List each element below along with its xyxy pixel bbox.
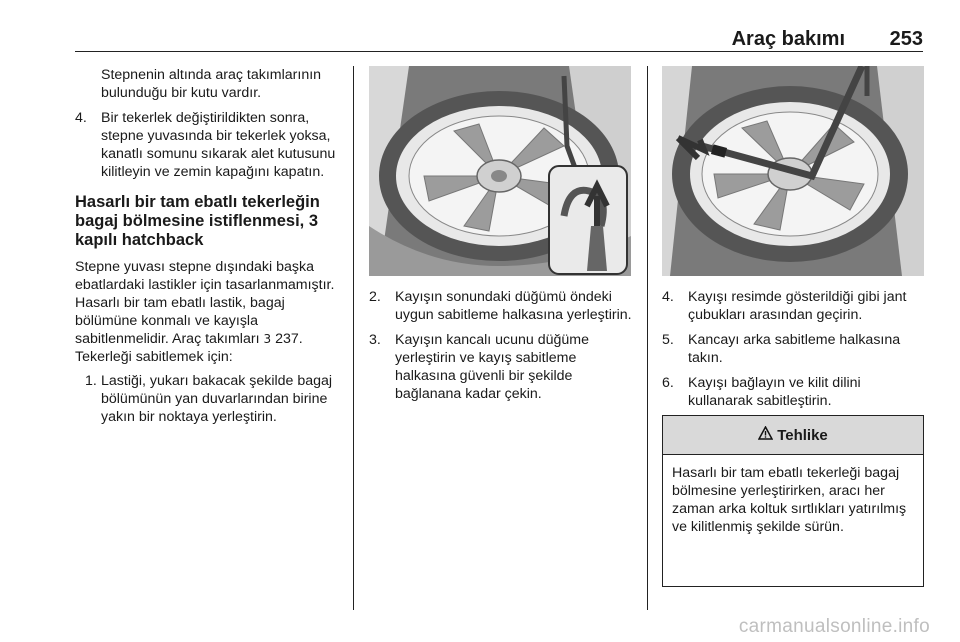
- step-number: 6.: [662, 375, 674, 391]
- continuation-text: Stepnenin altında araç takımlarının bulunduğu bir kutu vardır.: [101, 67, 322, 101]
- step-number: 2.: [369, 289, 381, 305]
- warning-text: Hasarlı bir tam ebatlı tekerleği bagaj bölmesine yerleştirirken, aracı her zaman arka koltuk sırtlıkları yatırılmış ve kilitlenmiş şekilde sürün.: [672, 465, 907, 535]
- spare-wheel-illustration-2: [662, 66, 924, 276]
- page-header: [75, 24, 923, 52]
- column-2: [369, 288, 634, 410]
- spare-wheel-illustration-1: [369, 66, 631, 276]
- list-item: [662, 288, 927, 324]
- column-divider-1: [353, 66, 354, 610]
- step-number: 5.: [662, 332, 674, 348]
- step-text: Kayışın sonundaki düğümü öndeki uygun sabitleme halkasına yerleştirin.: [395, 289, 632, 323]
- step-text: Kayışı bağlayın ve kilit dilini kullanarak sabitleştirin.: [688, 375, 861, 409]
- section-heading: Hasarlı bir tam ebatlı tekerleğin bagaj bölmesine istiflenmesi, 3 kapılı hatchback: [75, 193, 320, 249]
- reference-arrow-icon: 3: [263, 332, 272, 346]
- step-text: Kayışın kancalı ucunu düğüme yerleştirin ve kayış sabitleme halkasına güvenli bir şekilde bağlanana kadar çekin.: [395, 332, 590, 402]
- step-list-a: [75, 109, 343, 181]
- section-title: Araç bakımı: [731, 28, 845, 50]
- body-paragraph: [75, 258, 343, 366]
- column-1: [75, 66, 343, 433]
- page-reference: 237: [275, 331, 299, 347]
- illustration-strap-route: [662, 66, 924, 276]
- step-number: 3.: [369, 332, 381, 348]
- step-text: Lastiği, yukarı bakacak şekilde bagaj bölümünün yan duvarlarından birine yakın bir noktaya yerleştirin.: [101, 373, 333, 425]
- step-number: 1.: [85, 373, 97, 389]
- danger-warning-box: [662, 415, 924, 587]
- step-list-b: [75, 372, 343, 426]
- warning-header: [663, 416, 923, 455]
- step-text: Kancayı arka sabitleme halkasına takın.: [688, 332, 901, 366]
- warning-title: Tehlike: [777, 426, 828, 444]
- illustration-strap-knot: [369, 66, 631, 276]
- step-number: 4.: [662, 289, 674, 305]
- list-item: [662, 331, 927, 367]
- list-item: [369, 331, 634, 403]
- list-item: [75, 109, 343, 181]
- list-item: [369, 288, 634, 324]
- step-text: Bir tekerlek değiştirildikten sonra, stepne yuvasında bir tekerlek yoksa, kanatlı somunu sıkarak alet kutusunu kilitleyin ve zemin kapağını kapatın.: [101, 110, 336, 180]
- step-number: 4.: [75, 110, 87, 126]
- warning-triangle-icon: [758, 426, 773, 445]
- step-text: Kayışı resimde gösterildiği gibi jant çubukları arasından geçirin.: [688, 289, 907, 323]
- column-divider-2: [647, 66, 648, 610]
- body-text-end: . Tekerleği sabitlemek için:: [75, 331, 303, 365]
- list-item: [75, 372, 343, 426]
- column-3: [662, 288, 927, 417]
- page-number: 253: [889, 28, 923, 50]
- step-list-c: [369, 288, 634, 403]
- list-item: [662, 374, 927, 410]
- step-list-d: [662, 288, 927, 410]
- watermark-text: carmanualsonline.info: [738, 616, 930, 637]
- body-text: Stepne yuvası stepne dışındaki başka ebatlardaki lastikler için tasarlanmamıştır. Hasarlı bir tam ebatlı lastik, bagaj bölümüne konmalı ve kayışla sabitlenmelidir. Araç takımları: [75, 259, 335, 347]
